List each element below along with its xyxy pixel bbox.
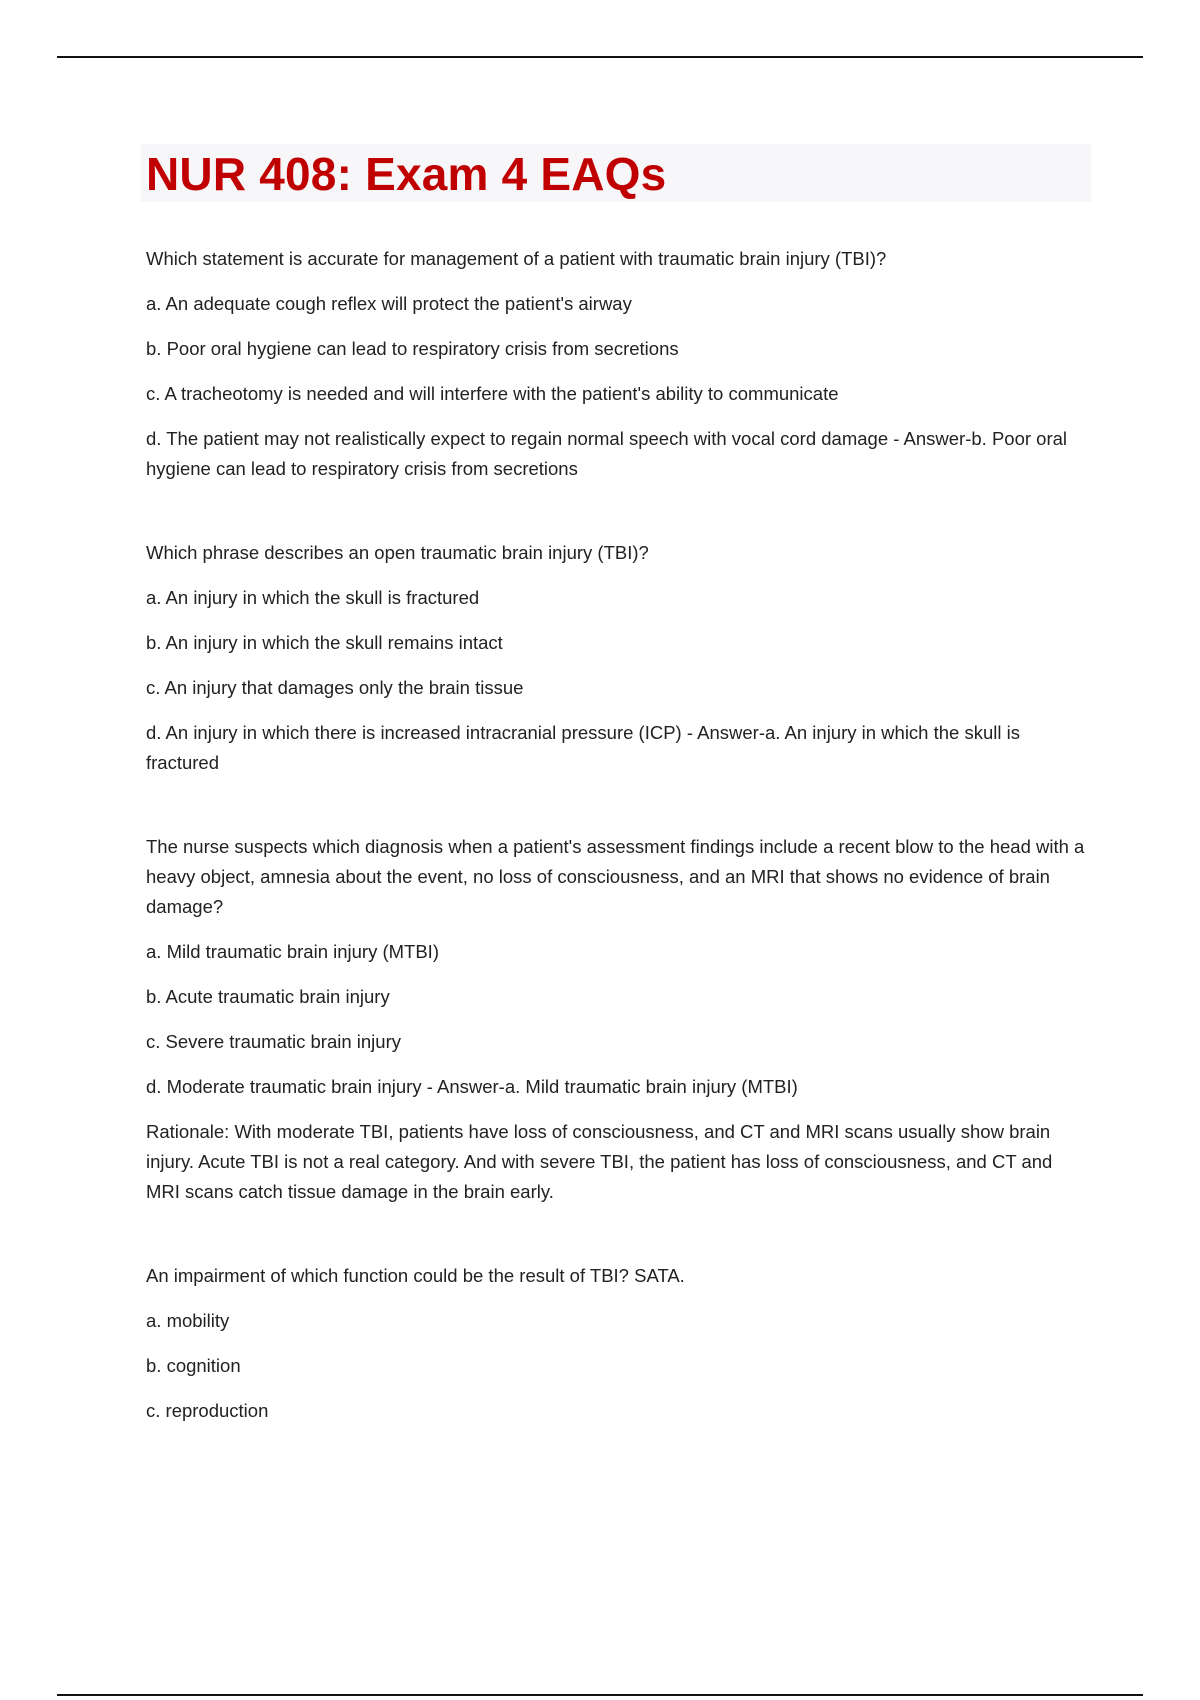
answer-option: b. cognition bbox=[146, 1355, 241, 1376]
document-title: NUR 408: Exam 4 EAQs bbox=[146, 148, 667, 200]
rationale: Rationale: With moderate TBI, patients have loss of consciousness, and CT and MRI scans usually show brain injury. Acute TBI is not a real category. And with severe TBI, the patient has loss of consciousness, and CT and MRI scans catch tissue damage in the brain early. bbox=[146, 1121, 1053, 1202]
answer-option: a. Mild traumatic brain injury (MTBI) bbox=[146, 941, 439, 962]
answer-option: b. Acute traumatic brain injury bbox=[146, 986, 390, 1007]
question-stem: An impairment of which function could be the result of TBI? SATA. bbox=[146, 1265, 685, 1286]
question-stem: Which phrase describes an open traumatic brain injury (TBI)? bbox=[146, 542, 649, 563]
document-body bbox=[146, 244, 1086, 1480]
answer-option-with-answer: d. The patient may not realistically expect to regain normal speech with vocal cord damage - Answer-b. Poor oral hygiene can lead to respiratory crisis from secretions bbox=[146, 428, 1068, 479]
bottom-rule bbox=[57, 1694, 1143, 1696]
answer-option: c. Severe traumatic brain injury bbox=[146, 1031, 401, 1052]
answer-option-with-answer: d. Moderate traumatic brain injury - Answer-a. Mild traumatic brain injury (MTBI) bbox=[146, 1076, 798, 1097]
top-rule bbox=[57, 56, 1143, 58]
answer-option: c. An injury that damages only the brain tissue bbox=[146, 677, 524, 698]
question-stem: Which statement is accurate for management of a patient with traumatic brain injury (TBI)? bbox=[146, 248, 887, 269]
question-4 bbox=[146, 1261, 1086, 1426]
answer-option: b. An injury in which the skull remains intact bbox=[146, 632, 503, 653]
answer-option: a. An adequate cough reflex will protect the patient's airway bbox=[146, 293, 632, 314]
question-2 bbox=[146, 538, 1086, 778]
answer-option: c. reproduction bbox=[146, 1400, 269, 1421]
question-3 bbox=[146, 832, 1086, 1207]
answer-option-with-answer: d. An injury in which there is increased intracranial pressure (ICP) - Answer-a. An injury in which the skull is fractured bbox=[146, 722, 1020, 773]
answer-option: c. A tracheotomy is needed and will interfere with the patient's ability to communicate bbox=[146, 383, 839, 404]
answer-option: a. mobility bbox=[146, 1310, 230, 1331]
question-1 bbox=[146, 244, 1086, 484]
answer-option: a. An injury in which the skull is fractured bbox=[146, 587, 480, 608]
answer-option: b. Poor oral hygiene can lead to respiratory crisis from secretions bbox=[146, 338, 679, 359]
question-stem: The nurse suspects which diagnosis when a patient's assessment findings include a recent blow to the head with a heavy object, amnesia about the event, no loss of consciousness, and an MRI that shows no evidence of brain damage? bbox=[146, 836, 1085, 917]
